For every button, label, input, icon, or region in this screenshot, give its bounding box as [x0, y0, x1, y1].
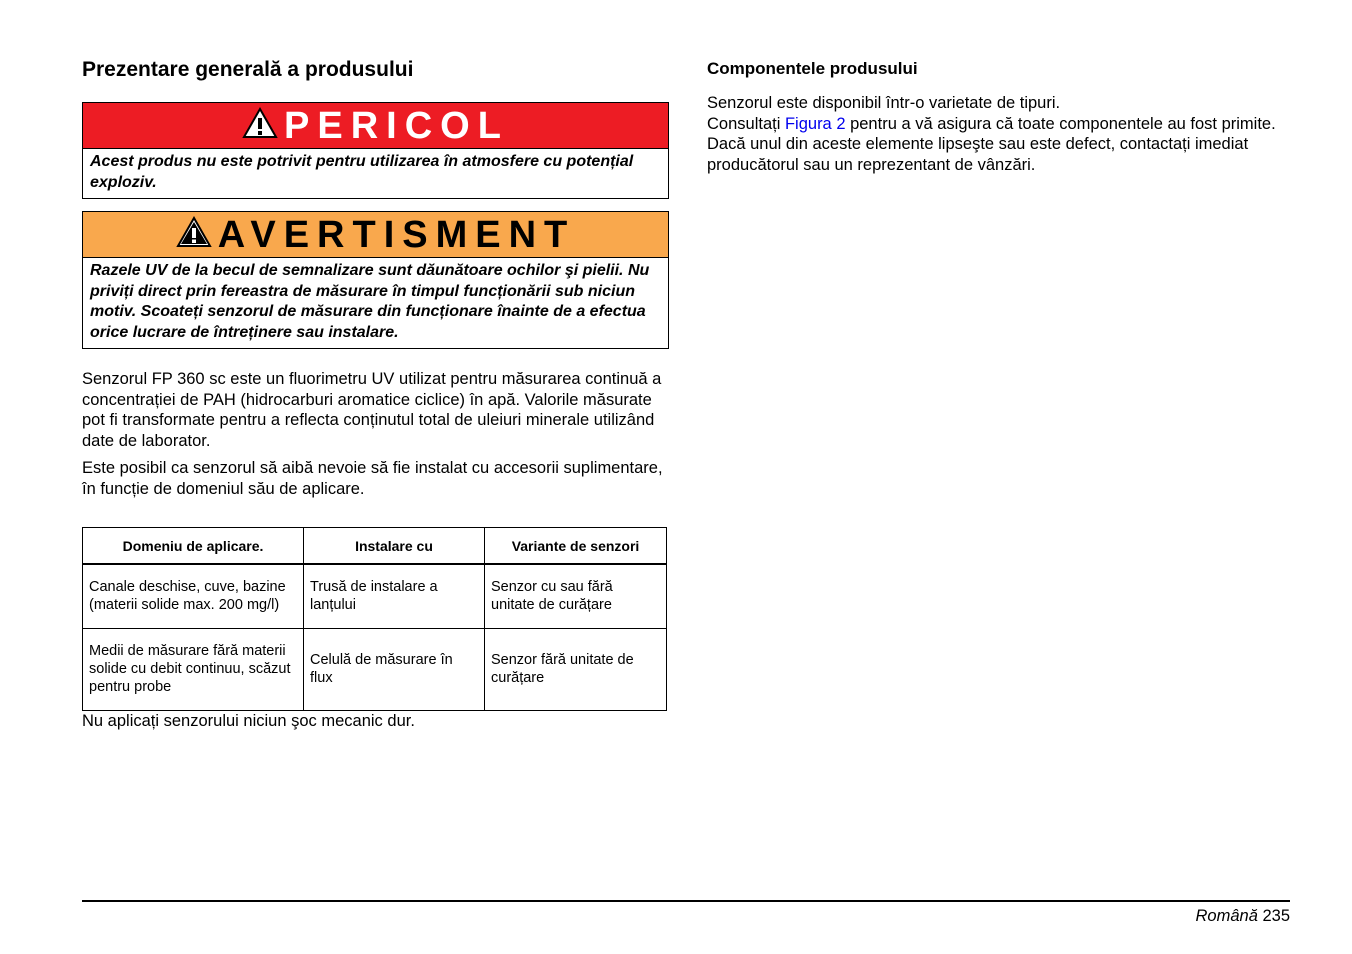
danger-text: Acest produs nu este potrivit pentru utilizarea în atmosfere cu potențial exploziv.	[90, 153, 634, 191]
warning-triangle-icon	[176, 216, 212, 253]
section-heading: Prezentare generală a produsului	[82, 58, 414, 81]
danger-header	[83, 103, 668, 149]
table-header-row	[83, 528, 667, 565]
components-heading: Componentele produsului	[707, 59, 918, 78]
warning-title: AVERTISMENT	[217, 213, 576, 256]
components-line-1: Senzorul este disponibil într-o varietate de tipuri.	[707, 94, 1061, 112]
intro-paragraph: Senzorul FP 360 sc este un fluorimetru UV utilizat pentru măsurarea continuă a concentrației de PAH (hidrocarburi aromatice ciclice) în apă. Valorile măsurate pot fi transformate pentru a reflecta conținutul total de uleiuri minerale utilizând date de laborator.	[82, 370, 662, 450]
left-column	[82, 56, 669, 738]
danger-box	[82, 102, 669, 199]
table-header-cell: Domeniu de aplicare.	[83, 528, 304, 565]
table-cell: Celulă de măsurare în flux	[304, 628, 485, 710]
warning-box	[82, 211, 669, 349]
figure-2-link[interactable]: Figura 2	[784, 114, 846, 133]
warning-triangle-icon	[242, 107, 278, 144]
table-header-cell: Variante de senzori	[485, 528, 667, 565]
shock-note: Nu aplicați senzorului niciun şoc mecanic dur.	[82, 711, 415, 730]
footer-divider	[82, 900, 1290, 902]
table-cell: Senzor cu sau fără unitate de curățare	[485, 564, 667, 628]
table-cell: Canale deschise, cuve, bazine (materii solide max. 200 mg/l)	[83, 564, 304, 628]
table-cell: Trusă de instalare a lanțului	[304, 564, 485, 628]
warning-header	[83, 212, 668, 258]
components-text-after-link: pentru a vă asigura că toate componentele au fost primite. Dacă unul din aceste elemente lipseşte sau este defect, contactați imediat producătorul sau un reprezentant de vânzări.	[707, 114, 1276, 174]
table-header-cell: Instalare cu	[304, 528, 485, 565]
warning-text: Razele UV de la becul de semnalizare sunt dăunătoare ochilor şi pielii. Nu priviți direct prin fereastra de măsurare în timpul funcționării sub niciun motiv. Scoateți senzorul de măsurare din funcționare înainte de a efectua orice lucrare de întreținere sau instalare.	[90, 262, 650, 341]
page-number: 235	[1262, 907, 1290, 925]
table-cell: Medii de măsurare fără materii solide cu debit continuu, scăzut pentru probe	[83, 628, 304, 710]
components-text-before-link: Consultați	[707, 114, 785, 133]
components-paragraph	[707, 93, 1287, 175]
table-cell: Senzor fără unitate de curățare	[485, 628, 667, 710]
danger-title: PERICOL	[284, 104, 509, 147]
table-row	[83, 628, 667, 710]
page-footer	[1196, 907, 1291, 926]
footer-language: Română	[1195, 907, 1258, 925]
table-row	[83, 564, 667, 628]
application-table	[82, 527, 667, 711]
right-column	[707, 58, 1287, 175]
accessories-paragraph: Este posibil ca senzorul să aibă nevoie să fie instalat cu accesorii suplimentare, în funcție de domeniul său de aplicare.	[82, 459, 663, 498]
